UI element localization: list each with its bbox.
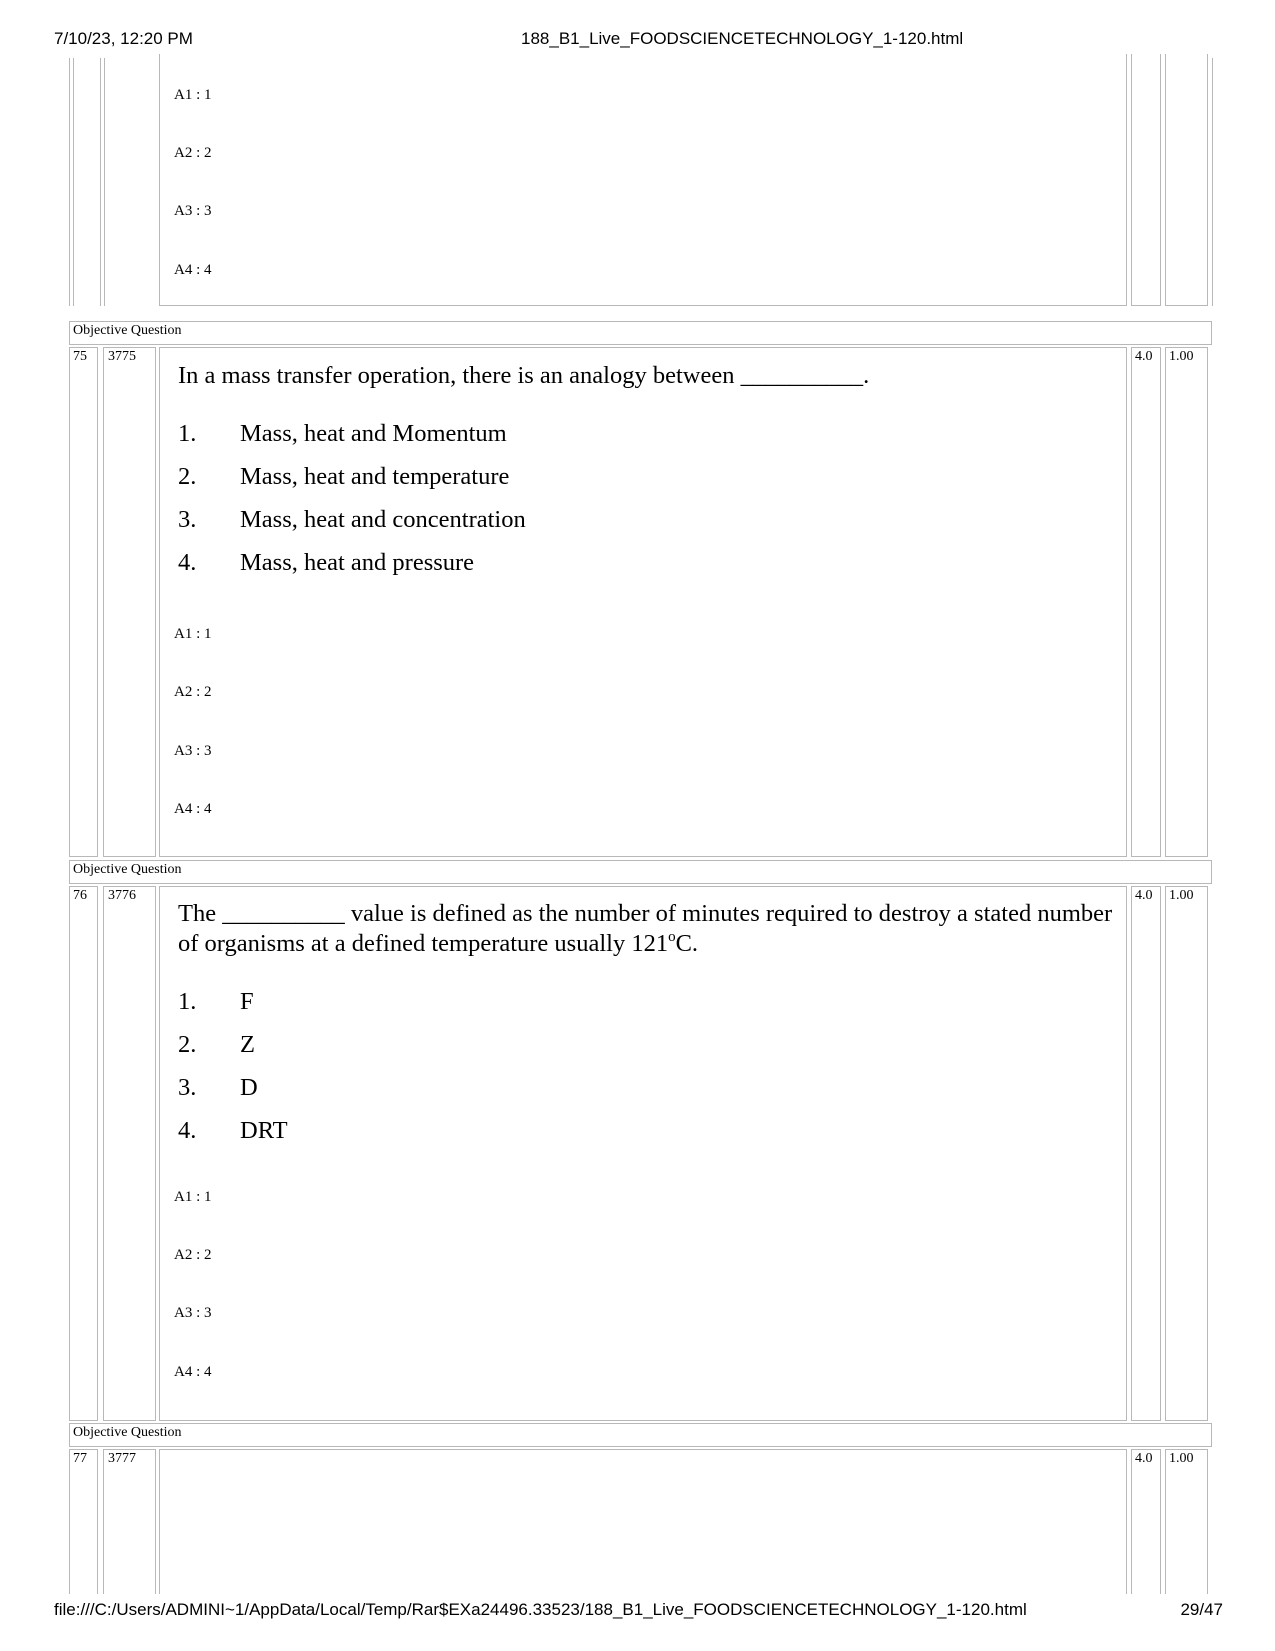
answer-label: A1 : 1	[174, 1189, 212, 1205]
table-border	[100, 58, 101, 306]
serial-number-cell	[69, 347, 98, 857]
print-datetime: 7/10/23, 12:20 PM	[54, 29, 193, 48]
question-id: 3777	[108, 1451, 136, 1466]
question-text-end: C.	[675, 930, 699, 957]
serial-number: 75	[73, 349, 87, 364]
answer-label: A2 : 2	[174, 684, 212, 700]
negative-cell	[1165, 1449, 1208, 1594]
negative-marks: 1.00	[1169, 888, 1194, 903]
option-text: Mass, heat and temperature	[240, 463, 510, 490]
table-border	[69, 58, 70, 306]
option-number: 2.	[178, 1031, 197, 1058]
question-id: 3775	[108, 349, 136, 364]
table-border	[73, 58, 74, 306]
question-type-row	[69, 860, 1212, 884]
question-cell	[159, 54, 1127, 306]
answer-label: A1 : 1	[174, 87, 212, 103]
answer-label: A4 : 4	[174, 1364, 212, 1380]
print-title: 188_B1_Live_FOODSCIENCETECHNOLOGY_1-120.html	[521, 29, 964, 48]
answer-label: A2 : 2	[174, 1247, 212, 1263]
option-text: F	[240, 988, 254, 1015]
question-type-row	[69, 321, 1212, 345]
serial-number: 76	[73, 888, 87, 903]
marks-cell	[1131, 1449, 1161, 1594]
marks-cell	[1131, 347, 1161, 857]
answer-label: A1 : 1	[174, 626, 212, 642]
serial-number-cell	[69, 886, 98, 1421]
question-type: Objective Question	[73, 862, 182, 877]
table-border	[1212, 58, 1213, 306]
print-page-number: 29/47	[1180, 1600, 1223, 1619]
answer-label: A3 : 3	[174, 743, 212, 759]
question-text	[178, 899, 1113, 959]
question-cell	[159, 886, 1127, 1421]
option-number: 4.	[178, 549, 197, 576]
question-id-cell	[103, 1449, 156, 1594]
negative-marks: 1.00	[1169, 1451, 1194, 1466]
option-text: D	[240, 1074, 258, 1101]
question-id-cell	[103, 347, 156, 857]
answer-label: A4 : 4	[174, 801, 212, 817]
option-number: 4.	[178, 1117, 197, 1144]
answer-label: A3 : 3	[174, 1305, 212, 1321]
negative-cell	[1165, 54, 1208, 306]
question-cell	[159, 1449, 1127, 1594]
serial-number: 77	[73, 1451, 87, 1466]
option-text: Z	[240, 1031, 255, 1058]
negative-marks: 1.00	[1169, 349, 1194, 364]
option-number: 1.	[178, 988, 197, 1015]
option-number: 3.	[178, 1074, 197, 1101]
negative-cell	[1165, 347, 1208, 857]
question-id: 3776	[108, 888, 136, 903]
question-id-cell	[103, 886, 156, 1421]
table-border	[104, 58, 105, 306]
question-type: Objective Question	[73, 323, 182, 338]
option-text: Mass, heat and Momentum	[240, 420, 507, 447]
question-type-row	[69, 1423, 1212, 1447]
marks: 4.0	[1135, 1451, 1153, 1466]
question-type: Objective Question	[73, 1425, 182, 1440]
marks-cell	[1131, 886, 1161, 1421]
option-text: Mass, heat and pressure	[240, 549, 475, 576]
print-file-path: file:///C:/Users/ADMINI~1/AppData/Local/Temp/Rar$EXa24496.33523/188_B1_Live_FOODSCIENCETECHNOLOGY_1-120.html	[54, 1600, 1027, 1619]
option-number: 3.	[178, 506, 197, 533]
answer-label: A4 : 4	[174, 262, 212, 278]
option-text: DRT	[240, 1117, 288, 1144]
option-text: Mass, heat and concentration	[240, 506, 526, 533]
marks-cell	[1131, 54, 1161, 306]
question-text-main: The __________ value is defined as the number of minutes required to destroy a stated number of organisms at a defined temperature usually 121	[178, 900, 1113, 957]
answer-label: A2 : 2	[174, 145, 212, 161]
marks: 4.0	[1135, 349, 1153, 364]
option-number: 2.	[178, 463, 197, 490]
degree-superscript: o	[668, 929, 676, 945]
serial-number-cell	[69, 1449, 98, 1594]
option-number: 1.	[178, 420, 197, 447]
answer-label: A3 : 3	[174, 203, 212, 219]
marks: 4.0	[1135, 888, 1153, 903]
negative-cell	[1165, 886, 1208, 1421]
question-text: In a mass transfer operation, there is an analogy between __________.	[178, 362, 870, 389]
